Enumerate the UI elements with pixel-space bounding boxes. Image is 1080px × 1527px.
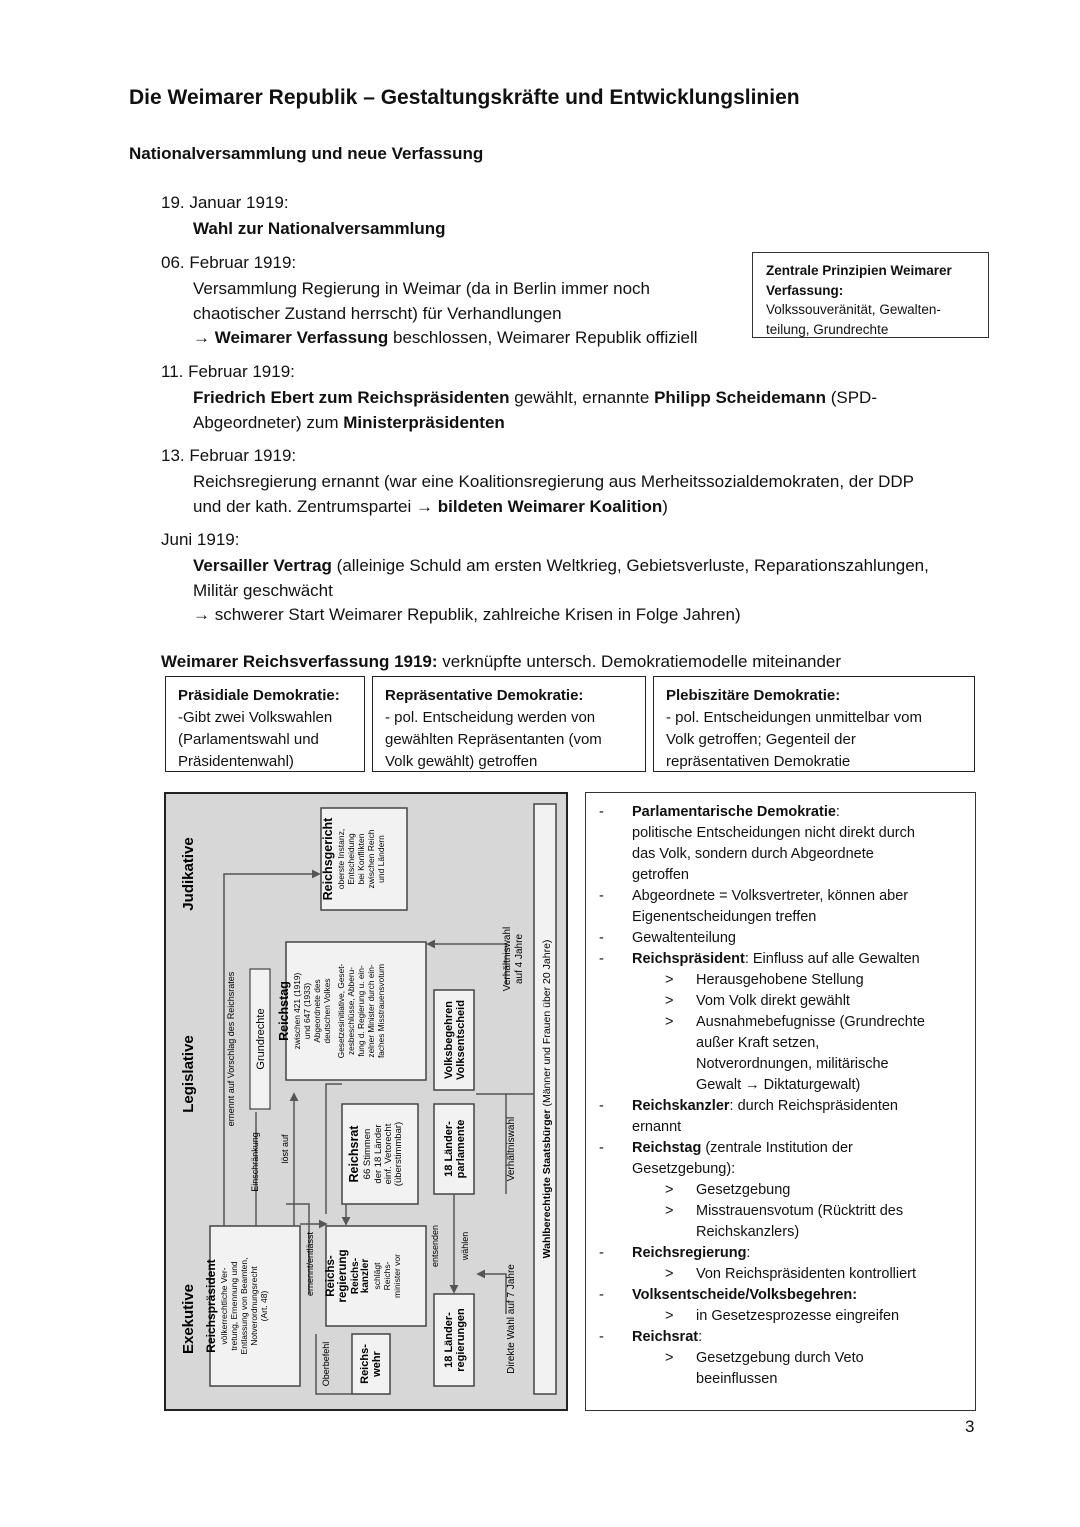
- models-heading: Weimarer Reichsverfassung 1919: verknüpfte untersch. Demokratiemodelle miteinander: [161, 652, 842, 671]
- notes-box: - Parlamentarische Demokratie: politische Entscheidungen nicht direkt durch das Volk, sondern durch Abgeordnete getroffen - Abgeordnete = Volksvertreter, können aber Eigenentscheidungen treffen - Gewaltenteilung - Reichspräsident: Einfluss auf alle Gewalten > Herausgehobene Stellung > Vom Volk direkt gewählt > Ausnahmebefugnisse (Grundrechte außer Kraft setzen, Notverordnungen, militärische Gewalt → Diktaturgewalt) - Reichskanzler: durch Reichspräsidenten ernannt - Reichstag (zentrale Institution der Gesetzgebung): > Gesetzgebung > Misstrauensvotum (Rücktritt des Reichskanzlers) - Reichsregierung: > Von Reichspräsidenten kontrolliert - Volksentscheide/Volksbegehren: > in Gesetzesprozesse eingreifen - Reichsrat: > Gesetzgebung durch Veto beeinflussen: [585, 792, 976, 1411]
- model-repraesentativ: Repräsentative Demokratie: - pol. Entscheidung werden von gewählten Repräsentanten (vom Volk gewählt) getroffen: [372, 676, 646, 772]
- svg-text:fung d. Regierung u. ein-: fung d. Regierung u. ein-: [356, 965, 366, 1057]
- legislative-label: [180, 1035, 197, 1113]
- ernennt-entlaesst-label: ernennt/entlässt: [305, 1231, 315, 1297]
- grundrechte-label: Grundrechte: [255, 1008, 267, 1070]
- exekutive-label: [180, 1284, 197, 1354]
- svg-text:Volksentscheid: Volksentscheid: [455, 1000, 467, 1080]
- model-plebiszitaer: Plebiszitäre Demokratie: - pol. Entscheidungen unmittelbar vom Volk getroffen; Gegenteil der repräsentativen Demokratie: [653, 676, 975, 772]
- svg-text:kanzler: kanzler: [360, 1258, 371, 1294]
- svg-text:18 Länder-: 18 Länder-: [443, 1312, 455, 1368]
- svg-text:Entscheidung: Entscheidung: [346, 833, 356, 885]
- date-19-jan: 19. Januar 1919:: [161, 193, 289, 212]
- svg-text:der 18 Länder: der 18 Länder: [373, 1124, 384, 1184]
- date-13-feb: 13. Februar 1919:: [161, 446, 297, 465]
- svg-text:zwischen 421 (1919): zwischen 421 (1919): [292, 972, 302, 1050]
- svg-text:Legislative: Legislative: [180, 1035, 197, 1113]
- svg-text:Reichs-: Reichs-: [382, 1261, 392, 1291]
- constitution-diagram-svg: [166, 794, 566, 1409]
- date-juni: Juni 1919:: [161, 530, 240, 549]
- svg-text:Reichs-: Reichs-: [359, 1344, 371, 1384]
- svg-text:zwischen Reich: zwischen Reich: [366, 829, 376, 889]
- direktwahl-label: Direkte Wahl auf 7 Jahre: [506, 1264, 517, 1374]
- svg-text:Notverordnungsrecht: Notverordnungsrecht: [249, 1266, 259, 1346]
- svg-text:Reichs-: Reichs-: [350, 1257, 361, 1295]
- svg-text:66 Stimmen: 66 Stimmen: [362, 1128, 373, 1180]
- svg-text:wehr: wehr: [371, 1351, 383, 1377]
- svg-text:bei Konflikten: bei Konflikten: [356, 833, 366, 885]
- event-11-feb: Friedrich Ebert zum Reichspräsidenten gewählt, ernannte Philipp Scheidemann (SPD- Abgeordneter) zum Ministerpräsidenten: [193, 388, 877, 432]
- svg-text:Reichspräsident: Reichspräsident: [204, 1259, 218, 1353]
- date-06-feb: 06. Februar 1919:: [161, 253, 297, 272]
- waehlen-label: wählen: [460, 1231, 470, 1261]
- laenderparlamente-text: [443, 1120, 467, 1179]
- verhaeltniswahl-4-label: [502, 927, 525, 991]
- event-06-feb: Versammlung Regierung in Weimar (da in Berlin immer noch chaotischer Zustand herrscht) für Verhandlungen → Weimarer Verfassung beschlossen, Weimarer Republik offiziell: [193, 279, 698, 347]
- event-13-feb: Reichsregierung ernannt (war eine Koalitionsregierung aus Merheitssozialdemokraten, der DDP und der kath. Zentrumspartei → bildeten Weimarer Koalition): [193, 472, 914, 516]
- volksbegehren-text: [443, 1000, 467, 1080]
- svg-text:Judikative: Judikative: [180, 837, 197, 911]
- svg-text:tretung, Ernennung und: tretung, Ernennung und: [229, 1261, 239, 1351]
- svg-text:und 647 (1933): und 647 (1933): [302, 982, 312, 1040]
- principles-box: Zentrale Prinzipien Weimarer Verfassung: Volkssouveränität, Gewalten- teilung, Grundrechte: [752, 252, 989, 338]
- svg-text:zesbeschlüsse, Abberu-: zesbeschlüsse, Abberu-: [346, 966, 356, 1056]
- svg-text:regierung: regierung: [337, 1249, 349, 1303]
- event-19-jan: Wahl zur Nationalversammlung: [193, 219, 446, 238]
- svg-text:Entlassung von Beamten,: Entlassung von Beamten,: [239, 1257, 249, 1355]
- judikative-label: [180, 837, 197, 910]
- constitution-diagram: [164, 792, 568, 1411]
- page-number: 3: [965, 1417, 975, 1436]
- section-title: Nationalversammlung und neue Verfassung: [129, 144, 484, 163]
- svg-text:Reichsrat: Reichsrat: [347, 1125, 361, 1183]
- svg-text:Exekutive: Exekutive: [180, 1283, 197, 1355]
- svg-text:(Art. 48): (Art. 48): [259, 1290, 269, 1322]
- date-11-feb: 11. Februar 1919:: [161, 362, 295, 381]
- event-juni: Versailler Vertrag (alleinige Schuld am ersten Weltkrieg, Gebietsverluste, Reparationszahlungen, Militär geschwächt → schwerer Start Weimarer Republik, zahlreiche Krisen in Folge Jahren): [193, 556, 929, 624]
- svg-text:Abgeordnete des: Abgeordnete des: [312, 979, 322, 1043]
- svg-text:faches Misstrauensvotum: faches Misstrauensvotum: [376, 963, 386, 1059]
- svg-text:regierungen: regierungen: [455, 1308, 467, 1372]
- svg-text:einf. Vetorecht: einf. Vetorecht: [383, 1123, 394, 1185]
- einschraenkung-label: Einschränkung: [250, 1132, 260, 1192]
- loest-auf-label: löst auf: [280, 1134, 290, 1164]
- ernennt-vorschlag-label: ernennt auf Vorschlag des Reichsrates: [226, 971, 236, 1127]
- reichsrat-text: [347, 1122, 404, 1186]
- svg-text:Reichstag: Reichstag: [277, 981, 291, 1041]
- svg-text:minister vor: minister vor: [392, 1254, 402, 1298]
- svg-text:Reichs-: Reichs-: [325, 1255, 337, 1297]
- svg-text:Volksbegehren: Volksbegehren: [443, 1000, 455, 1080]
- svg-text:(überstimmbar): (überstimmbar): [393, 1121, 404, 1187]
- svg-text:und Ländern: und Ländern: [376, 835, 386, 883]
- entsenden-label: entsenden: [430, 1224, 440, 1268]
- page-title: Die Weimarer Republik – Gestaltungskräfte und Entwicklungslinien: [129, 86, 800, 109]
- model-praesidial: Präsidiale Demokratie: -Gibt zwei Volkswahlen (Parlamentswahl und Präsidentenwahl): [165, 676, 365, 772]
- laenderregierungen-text: [443, 1308, 467, 1372]
- svg-text:Reichsgericht: Reichsgericht: [321, 817, 335, 901]
- staatsbuerger-label: Wahlberechtigte Staatsbürger (Männer und Frauen über 20 Jahre): [541, 939, 553, 1259]
- svg-text:deutschen Volkes: deutschen Volkes: [322, 978, 332, 1044]
- svg-text:parlamente: parlamente: [455, 1119, 467, 1179]
- svg-text:oberste Instanz,: oberste Instanz,: [336, 828, 346, 890]
- svg-text:18 Länder-: 18 Länder-: [443, 1121, 455, 1177]
- svg-text:Verhältniswahl: Verhältniswahl: [502, 926, 513, 992]
- svg-text:auf 4 Jahre: auf 4 Jahre: [514, 933, 525, 985]
- svg-text:zelner Minister durch ein-: zelner Minister durch ein-: [366, 964, 376, 1058]
- svg-text:völkerrechtliche Ver-: völkerrechtliche Ver-: [219, 1267, 229, 1345]
- oberbefehl-label: Oberbefehl: [321, 1341, 331, 1387]
- svg-text:schlägt: schlägt: [372, 1262, 382, 1290]
- svg-text:Gesetzesinitiative, Geset-: Gesetzesinitiative, Geset-: [336, 963, 346, 1059]
- verhaeltniswahl-label: Verhältniswahl: [506, 1116, 517, 1182]
